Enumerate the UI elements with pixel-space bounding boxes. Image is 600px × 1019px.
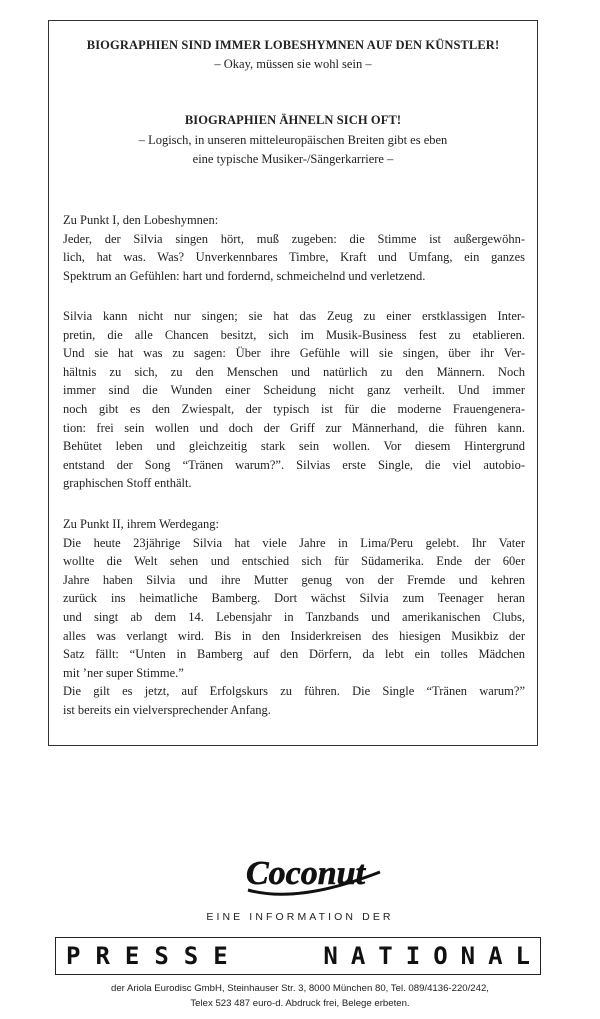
- text-line: lich, hat was. Was? Unverkennbares Timbre, Kraft und Umfang, ein ganzes: [63, 250, 525, 265]
- press-word-national: NATIONAL: [323, 942, 543, 970]
- paragraph-lobeshymnen: [63, 211, 525, 285]
- text-line: tion: frei sein wollen und doch der Griff zur Männerhand, die führen kann.: [63, 420, 525, 435]
- paragraph-interpretin: [63, 307, 525, 493]
- text-line: und singt ab dem 14. Lebensjahr in Tanzbands und amerikanischen Clubs,: [63, 609, 525, 624]
- text-line: zurück ins heimatliche Bamberg. Dort wächst Silvia zum Teenager heran: [63, 591, 525, 606]
- address-line-1: der Ariola Eurodisc GmbH, Steinhauser Str. 3, 8000 München 80, Tel. 089/4136-220/242,: [111, 983, 489, 994]
- coconut-logo: [238, 842, 388, 904]
- heading-2: BIOGRAPHIEN ÄHNELN SICH OFT!: [184, 113, 402, 127]
- subheading-2-line-1: – Logisch, in unseren mitteleuropäischen Breiten gibt es eben: [138, 133, 448, 147]
- text-line: entstand der Song “Tränen warum?”. Silvias erste Single, die viel autobio-: [63, 457, 525, 472]
- text-line: wollte die Welt sehen und entschied sich für Südamerika. Ende der 60er: [63, 554, 525, 569]
- text-line: immer sind die Wunden einer Scheidung nicht ganz verheilt. Und immer: [63, 383, 525, 398]
- text-line: Jahre haben Silvia und ihre Mutter genug von der Fremde und kehren: [63, 572, 525, 587]
- tagline: EINE INFORMATION DER: [206, 911, 394, 923]
- text-line: mit ’ner super Stimme.”: [63, 665, 184, 680]
- text-line: Satz fällt: “Unten in Bamberg auf den Dörfern, da lebt ein tolles Mädchen: [63, 647, 525, 662]
- text-line: Die heute 23jährige Silvia hat viele Jahre in Lima/Peru gelebt. Ihr Vater: [63, 535, 525, 550]
- subheading-2-line-2: eine typische Musiker-/Sängerkarriere –: [192, 152, 394, 166]
- text-line: Spektrum an Gefühlen: hart und fordernd, schmeichelnd und verletzend.: [63, 268, 426, 283]
- biography-box: [48, 20, 538, 746]
- logo-text: Coconut: [246, 855, 366, 892]
- text-line: alles was verlangt wird. Bis in den Insiderkreisen des hiesigen Musikbiz der: [63, 628, 525, 643]
- text-line: ist bereits ein vielversprechender Anfang.: [63, 702, 271, 717]
- text-line: hältnis zu sich, zu den Menschen und natürlich zu den Männern. Noch: [63, 364, 525, 379]
- text-line: Und sie hat was zu sagen: Über ihre Gefühle will sie singen, über ihr Ver-: [63, 346, 525, 361]
- text-line: noch gibt es den Zwiespalt, der typisch ist für die moderne Frauengenera-: [63, 401, 525, 416]
- heading-1: BIOGRAPHIEN SIND IMMER LOBESHYMNEN AUF DEN KÜNSTLER!: [86, 38, 500, 52]
- presse-national-box: [55, 937, 541, 975]
- text-line: Zu Punkt II, ihrem Werdegang:: [63, 517, 220, 531]
- text-line: pretin, die alle Chancen besitzt, sich im Musik-Business fest zu etablieren.: [63, 327, 525, 342]
- text-line: Silvia kann nicht nur singen; sie hat das Zeug zu einer erstklassigen Inter-: [63, 309, 525, 323]
- text-line: Jeder, der Silvia singen hört, muß zugeben: die Stimme ist außergewöhn-: [63, 231, 525, 246]
- text-line: Zu Punkt I, den Lobeshymnen:: [63, 213, 219, 227]
- address-line-2: Telex 523 487 euro-d. Abdruck frei, Belege erbeten.: [190, 998, 410, 1009]
- text-line: Behütet leben und gleichzeitig stark sein wollen. Vor diesem Hintergrund: [63, 439, 525, 454]
- subheading-1: – Okay, müssen sie wohl sein –: [214, 57, 372, 71]
- paragraph-werdegang: [63, 515, 525, 720]
- press-word-presse: PRESSE: [66, 942, 243, 970]
- text-line: graphischen Stoff enthält.: [63, 476, 192, 491]
- text-line: Die gilt es jetzt, auf Erfolgskurs zu führen. Die Single “Tränen warum?”: [63, 684, 525, 699]
